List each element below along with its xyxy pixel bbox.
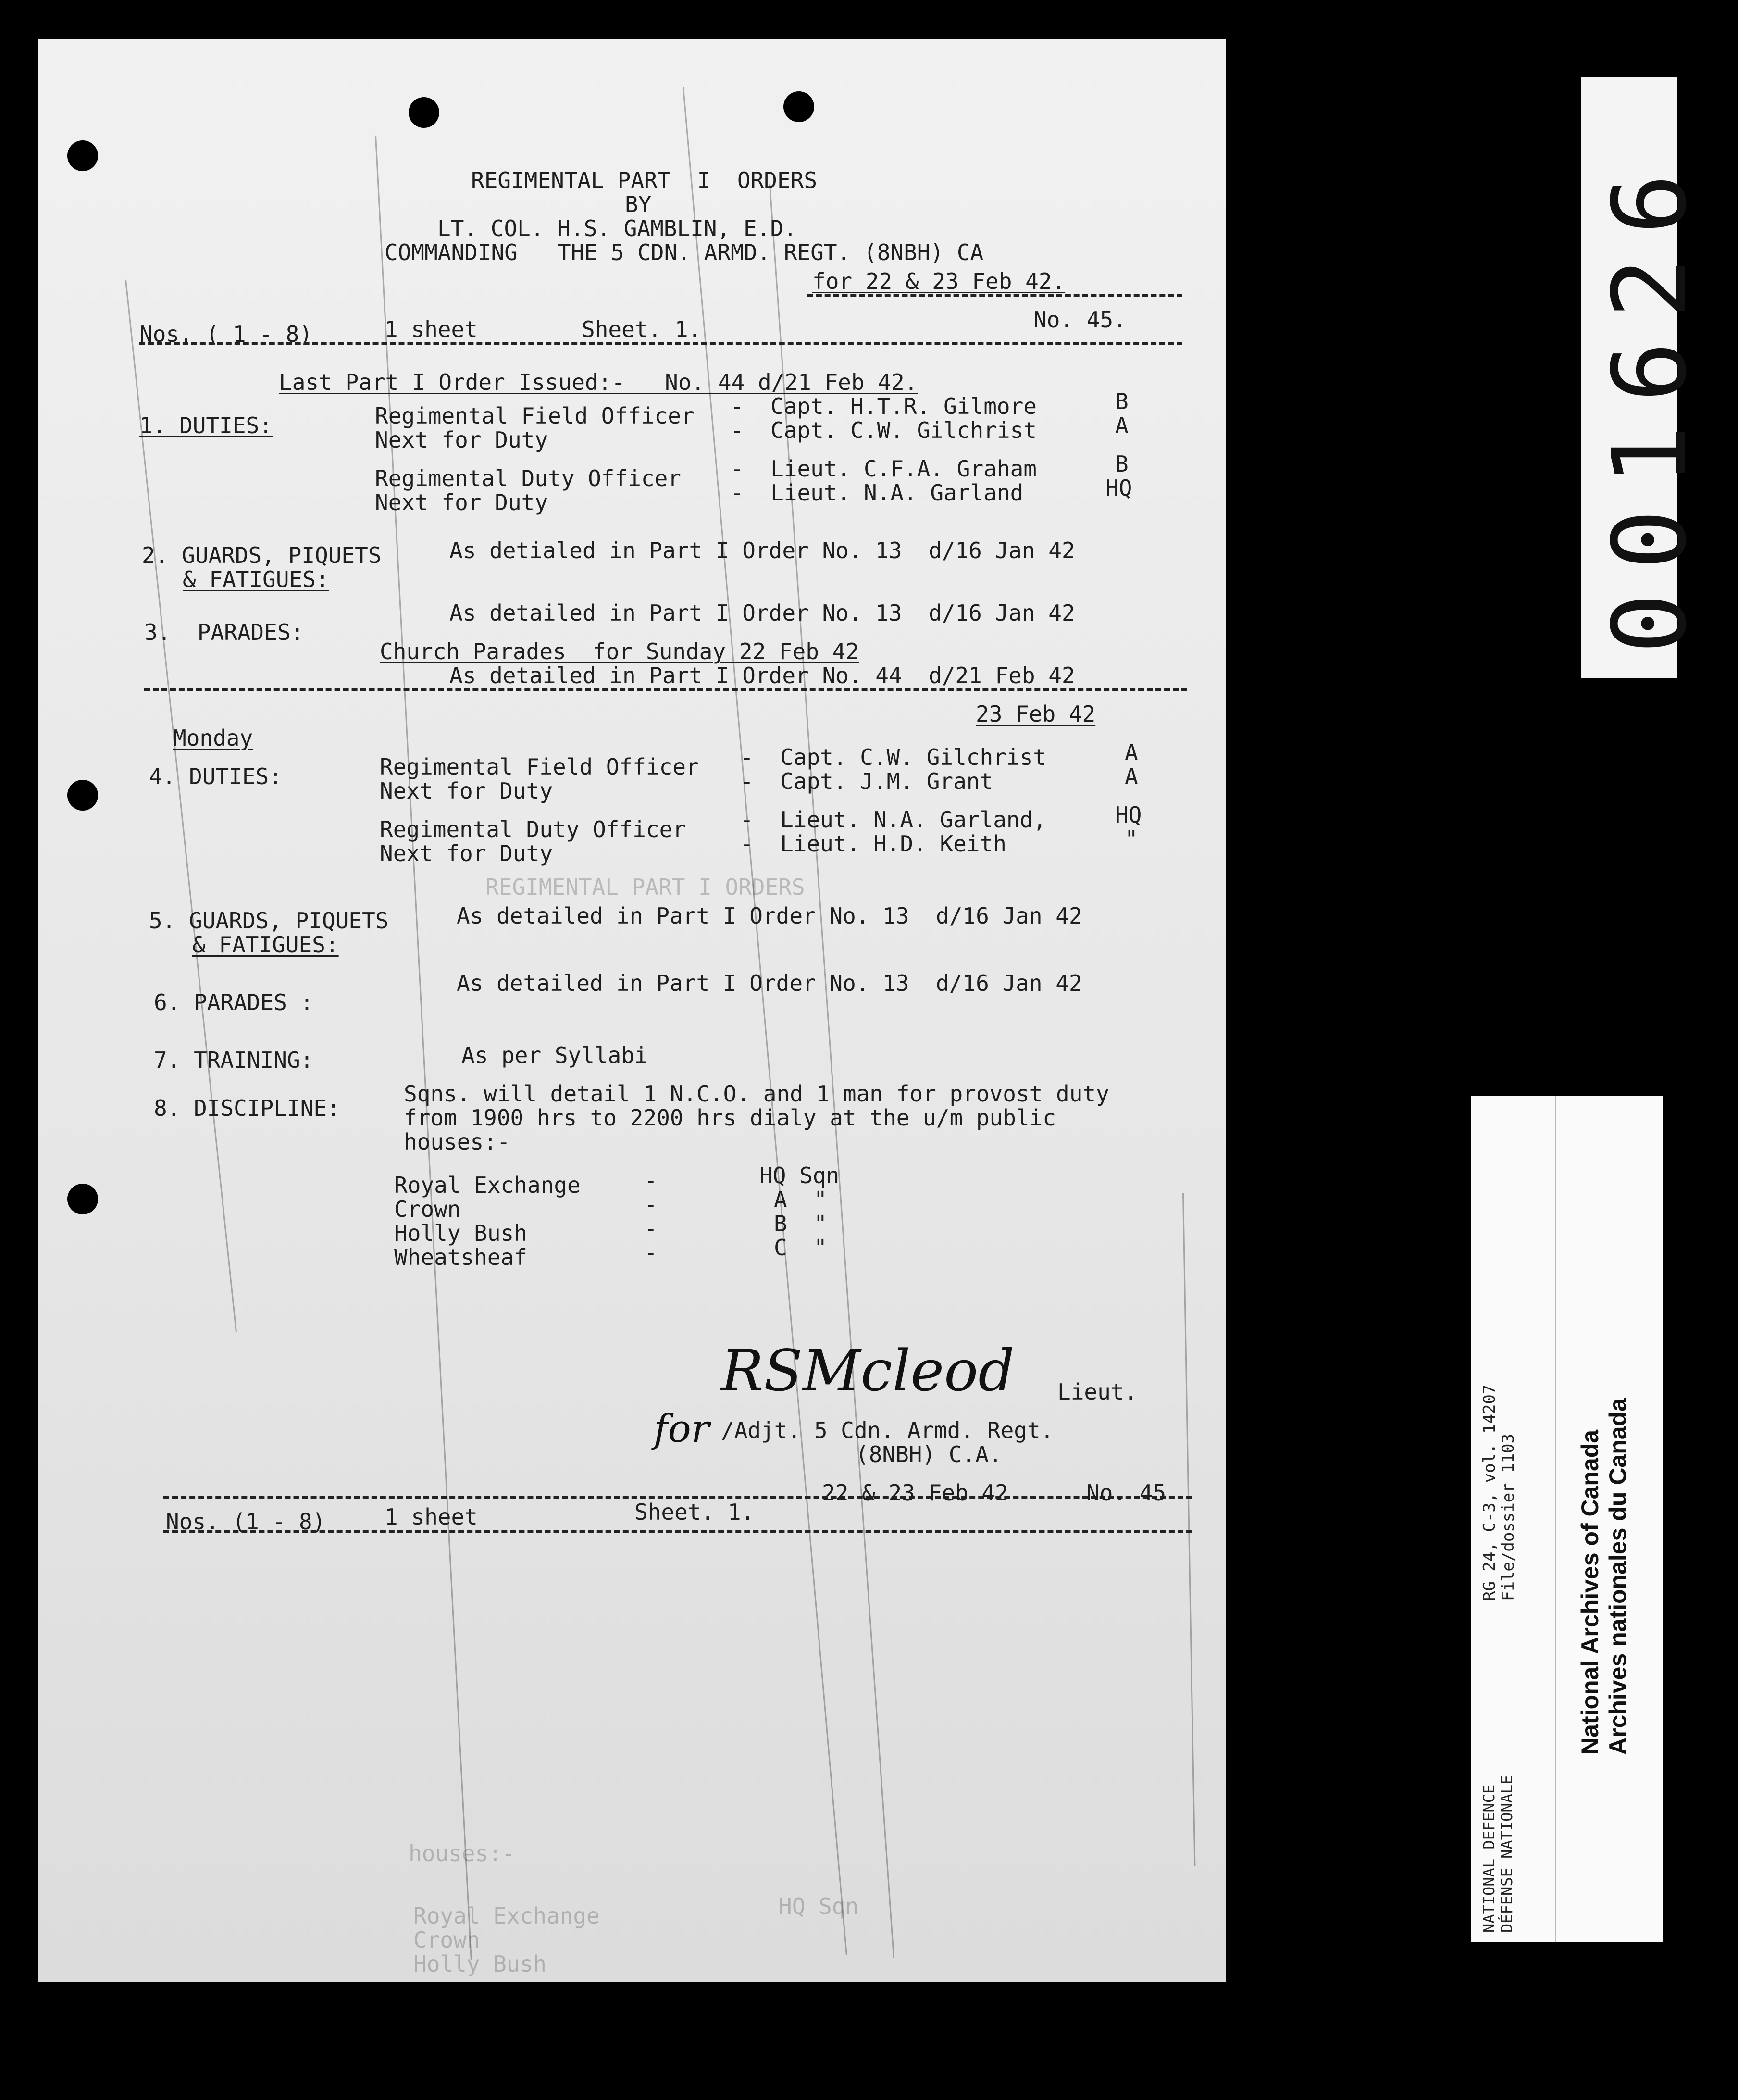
section-text: As detailed in Part I Order No. 13 d/16 Jan 42 bbox=[457, 903, 1082, 929]
department-name bbox=[1480, 1775, 1516, 1933]
date-heading: 23 Feb 42 bbox=[976, 701, 1096, 727]
footer-dates: 22 & 23 Feb 42 bbox=[822, 1480, 1008, 1506]
signature-for: for bbox=[654, 1406, 710, 1451]
bleed-through-text: REGIMENTAL PART I ORDERS bbox=[485, 874, 805, 900]
film-scratch bbox=[683, 88, 847, 1955]
record-group: RG 24, C-3, vol. 14207 bbox=[1480, 1384, 1499, 1601]
signature-unit: (8NBH) C.A. bbox=[856, 1441, 1002, 1467]
sheet-count: 1 sheet bbox=[385, 1504, 478, 1530]
section-heading bbox=[144, 621, 304, 643]
duty-officer: - Lieut. N.A. Garland bbox=[731, 480, 1024, 506]
squadron-code: A bbox=[1125, 763, 1138, 789]
order-number: No. 45. bbox=[1033, 307, 1127, 333]
document-page bbox=[38, 39, 1226, 1982]
duty-officer: - Lieut. H.D. Keith bbox=[740, 831, 1006, 857]
duty-role: Regimental Field Officer bbox=[380, 754, 699, 780]
divider bbox=[144, 688, 1187, 691]
section-heading: & FATIGUES: bbox=[192, 932, 339, 958]
church-parades: Church Parades for Sunday 22 Feb 42 bbox=[380, 638, 859, 664]
archives-label-card bbox=[1471, 1096, 1663, 1942]
divider bbox=[139, 342, 1182, 345]
punch-hole bbox=[783, 91, 814, 122]
section-heading: 8. DISCIPLINE: bbox=[154, 1095, 340, 1121]
punch-hole bbox=[67, 780, 98, 811]
label-divider bbox=[1555, 1096, 1556, 1942]
duty-role: Regimental Duty Officer bbox=[375, 465, 681, 491]
frame-number: 001626 bbox=[1591, 150, 1709, 654]
bleed-through-text: Crown bbox=[413, 1927, 480, 1953]
film-scratch bbox=[769, 184, 894, 1958]
header-date: for 22 & 23 Feb 42. bbox=[812, 268, 1066, 294]
pub-name: Crown bbox=[394, 1196, 461, 1222]
pub-dash: - bbox=[644, 1191, 658, 1217]
pub-name: Holly Bush bbox=[394, 1220, 527, 1246]
punch-hole bbox=[409, 97, 439, 128]
archives-name-fr: Archives nationales du Canada bbox=[1604, 1398, 1631, 1755]
sheet-count: 1 sheet bbox=[385, 316, 478, 342]
duty-role: Next for Duty bbox=[380, 778, 553, 804]
section-text: As detialed in Part I Order No. 13 d/16 Jan 42 bbox=[449, 538, 1075, 563]
day-heading: Monday bbox=[173, 725, 253, 751]
squadron-code: B bbox=[1115, 451, 1129, 477]
squadron-code: HQ bbox=[1115, 802, 1142, 828]
department-fr: DÉFENSE NATIONALE bbox=[1497, 1775, 1516, 1933]
duty-role: Next for Duty bbox=[375, 427, 548, 453]
pub-dash: - bbox=[644, 1215, 658, 1241]
header-unit: COMMANDING THE 5 CDN. ARMD. REGT. (8NBH) CA bbox=[385, 239, 984, 265]
nos-range: Nos. ( 1 - 8) bbox=[139, 321, 313, 347]
section-heading: 7. TRAINING: bbox=[154, 1047, 314, 1073]
pub-squadron: C " bbox=[774, 1235, 827, 1261]
pub-squadron: A " bbox=[774, 1187, 827, 1212]
bleed-through-text: Holly Bush bbox=[413, 1951, 546, 1977]
pub-squadron: HQ Sqn bbox=[759, 1162, 840, 1188]
sheet-number: Sheet. 1. bbox=[582, 316, 702, 342]
section-text: Sqns. will detail 1 N.C.O. and 1 man for provost duty bbox=[404, 1081, 1109, 1107]
section-heading: 1. DUTIES: bbox=[139, 412, 273, 438]
section-text: As detailed in Part I Order No. 13 d/16 Jan 42 bbox=[449, 600, 1075, 626]
pub-dash: - bbox=[644, 1239, 658, 1265]
duty-officer: - Capt. J.M. Grant bbox=[740, 768, 993, 794]
duty-officer: - Capt. H.T.R. Gilmore bbox=[731, 393, 1037, 419]
nos-range: Nos. (1 - 8) bbox=[166, 1509, 326, 1535]
pub-name: Wheatsheaf bbox=[394, 1244, 527, 1270]
duty-officer: - Capt. C.W. Gilchrist bbox=[731, 417, 1037, 443]
order-number: No. 45 bbox=[1086, 1480, 1167, 1506]
duty-officer: - Lieut. C.F.A. Graham bbox=[731, 456, 1037, 482]
section-heading: 4. DUTIES: bbox=[149, 763, 282, 789]
frame-number-strip bbox=[1581, 77, 1709, 678]
punch-hole bbox=[67, 140, 98, 171]
section-text: from 1900 hrs to 2200 hrs dialy at the u/m public bbox=[404, 1105, 1056, 1131]
section-heading: 6. PARADES : bbox=[154, 989, 314, 1015]
squadron-code: HQ bbox=[1105, 475, 1132, 501]
squadron-code: " bbox=[1125, 826, 1138, 852]
archives-name bbox=[1577, 1398, 1632, 1755]
squadron-code: B bbox=[1115, 388, 1129, 414]
pub-name: Royal Exchange bbox=[394, 1172, 581, 1198]
bleed-through-text: houses:- bbox=[409, 1840, 515, 1866]
divider bbox=[163, 1530, 1192, 1533]
last-order-issued: Last Part I Order Issued:- No. 44 d/21 Feb 42. bbox=[279, 369, 918, 395]
department-en: NATIONAL DEFENCE bbox=[1480, 1784, 1498, 1933]
section-heading: 5. GUARDS, PIQUETS bbox=[149, 908, 389, 934]
signature-appointment: /Adjt. 5 Cdn. Armd. Regt. bbox=[721, 1417, 1054, 1443]
duty-role: Regimental Field Officer bbox=[375, 403, 695, 429]
header-title: REGIMENTAL PART I ORDERS bbox=[471, 167, 818, 193]
section-text: As detailed in Part I Order No. 44 d/21 Feb 42 bbox=[449, 662, 1075, 688]
section-heading: 2. GUARDS, PIQUETS bbox=[142, 542, 382, 568]
pub-dash: - bbox=[644, 1167, 658, 1193]
file-dossier: File/dossier 1103 bbox=[1499, 1434, 1518, 1601]
section-text: As per Syllabi bbox=[461, 1042, 648, 1068]
signature-rank: Lieut. bbox=[1057, 1379, 1138, 1405]
duty-role: Regimental Duty Officer bbox=[380, 816, 686, 842]
squadron-code: A bbox=[1115, 412, 1129, 438]
signature: RSMcleod bbox=[721, 1338, 1015, 1404]
section-heading: & FATIGUES: bbox=[183, 566, 329, 592]
section-text: houses:- bbox=[404, 1129, 510, 1155]
header-by: BY bbox=[625, 191, 652, 217]
archive-reference bbox=[1480, 1385, 1518, 1601]
divider bbox=[807, 294, 1182, 297]
duty-officer: - Capt. C.W. Gilchrist bbox=[740, 744, 1046, 770]
archives-name-en: National Archives of Canada bbox=[1577, 1429, 1603, 1755]
punch-hole bbox=[67, 1184, 98, 1214]
bleed-through-text: Royal Exchange bbox=[413, 1903, 600, 1929]
sheet-number: Sheet. 1. bbox=[634, 1499, 755, 1525]
bleed-through-text: HQ Sqn bbox=[779, 1893, 859, 1919]
item-duties-label bbox=[139, 414, 273, 437]
section-heading-text: 3. PARADES: bbox=[144, 619, 304, 645]
squadron-code: A bbox=[1125, 739, 1138, 765]
pub-squadron: B " bbox=[774, 1211, 827, 1237]
duty-role: Next for Duty bbox=[375, 489, 548, 515]
duty-officer: - Lieut. N.A. Garland, bbox=[740, 807, 1046, 833]
header-commander: LT. COL. H.S. GAMBLIN, E.D. bbox=[437, 215, 797, 241]
duty-role: Next for Duty bbox=[380, 840, 553, 866]
section-text: As detailed in Part I Order No. 13 d/16 Jan 42 bbox=[457, 970, 1082, 996]
